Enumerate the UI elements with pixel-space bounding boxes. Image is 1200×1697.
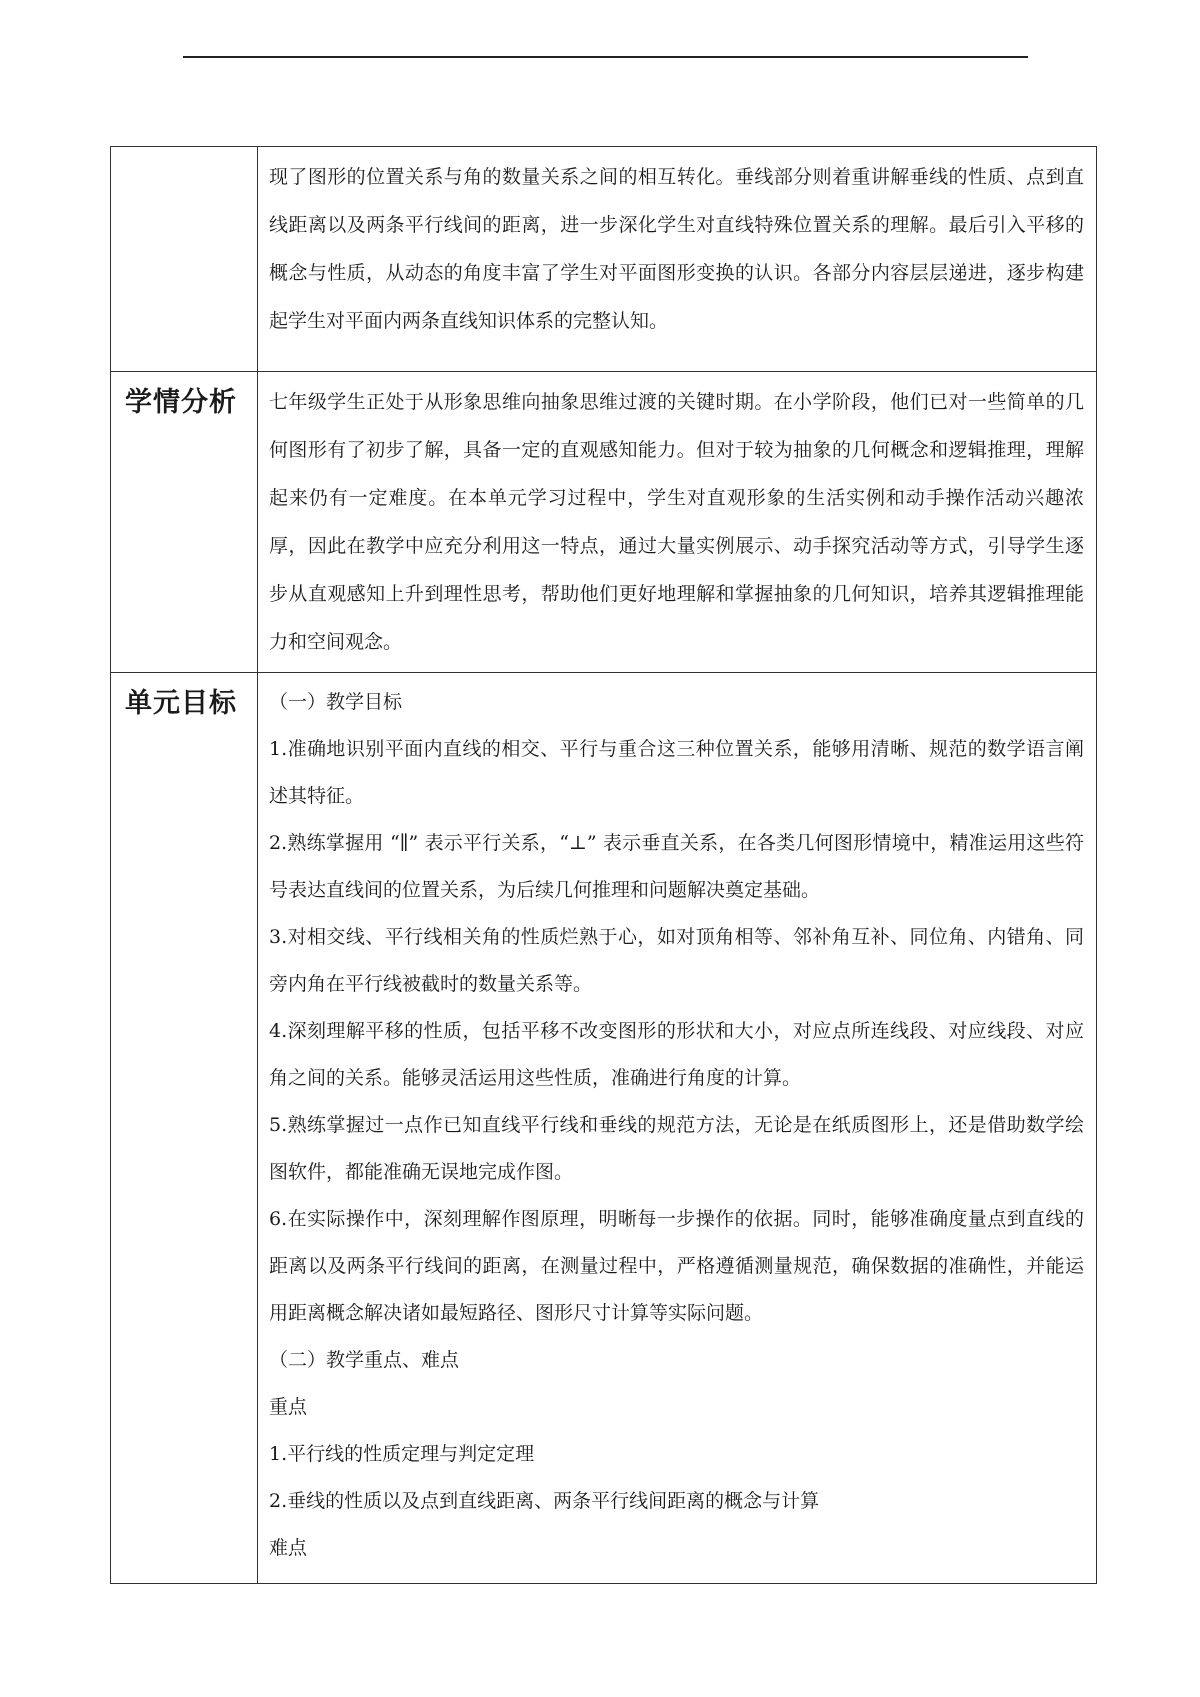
header-rule — [183, 56, 1028, 58]
goal-item-4: 4.深刻理解平移的性质，包括平移不改变图形的形状和大小，对应点所连线段、对应线段、对应角之间的关系。能够灵活运用这些性质，准确进行角度的计算。 — [269, 1020, 1084, 1089]
key-points-label: 重点 — [269, 1396, 308, 1418]
intro-paragraph: 现了图形的位置关系与角的数量关系之间的相互转化。垂线部分则着重讲解垂线的性质、点到直线距离以及两条平行线间的距离，进一步深化学生对直线特殊位置关系的理解。最后引入平移的概念与性质，从动态的角度丰富了学生对平面图形变换的认识。各部分内容层层递进，逐步构建起学生对平面内两条直线知识体系的完整认知。 — [269, 166, 1084, 332]
analysis-paragraph: 七年级学生正处于从形象思维向抽象思维过渡的关键时期。在小学阶段，他们已对一些简单的几何图形有了初步了解，具备一定的直观感知能力。但对于较为抽象的几何概念和逻辑推理，理解起来仍有一定难度。在本单元学习过程中，学生对直观形象的生活实例和动手操作活动兴趣浓厚，因此在教学中应充分利用这一特点，通过大量实例展示、动手探究活动等方式，引导学生逐步从直观感知上升到理性思考，帮助他们更好地理解和掌握抽象的几何知识，培养其逻辑推理能力和空间观念。 — [269, 391, 1084, 653]
difficulty-label: 难点 — [269, 1537, 308, 1559]
goal-item-3: 3.对相交线、平行线相关角的性质烂熟于心，如对顶角相等、邻补角互补、同位角、内错角、同旁内角在平行线被截时的数量关系等。 — [269, 926, 1084, 995]
table-row-analysis — [111, 372, 1097, 673]
label-cell-analysis — [111, 372, 258, 673]
row-label-intro — [111, 147, 257, 163]
label-cell-intro — [111, 147, 258, 372]
content-cell-analysis — [258, 372, 1097, 673]
table-row-goals — [111, 673, 1097, 1584]
row-label-analysis: 学情分析 — [125, 387, 237, 418]
row-label-goals: 单元目标 — [125, 688, 237, 719]
section-heading-key-difficult: （二）教学重点、难点 — [269, 1349, 460, 1371]
lesson-plan-table — [110, 146, 1097, 1584]
content-cell-intro — [258, 147, 1097, 372]
goal-item-2: 2.熟练掌握用 “∥” 表示平行关系，“⊥” 表示垂直关系，在各类几何图形情境中，精准运用这些符号表达直线间的位置关系，为后续几何推理和问题解决奠定基础。 — [269, 832, 1084, 901]
table-row-intro — [111, 147, 1097, 372]
goal-item-6: 6.在实际操作中，深刻理解作图原理，明晰每一步操作的依据。同时，能够准确度量点到直线的距离以及两条平行线间的距离，在测量过程中，严格遵循测量规范，确保数据的准确性，并能运用距离概念解决诸如最短路径、图形尺寸计算等实际问题。 — [269, 1208, 1084, 1324]
content-cell-goals — [258, 673, 1097, 1584]
key-point-2: 2.垂线的性质以及点到直线距离、两条平行线间距离的概念与计算 — [269, 1490, 820, 1512]
goal-item-5: 5.熟练掌握过一点作已知直线平行线和垂线的规范方法，无论是在纸质图形上，还是借助数学绘图软件，都能准确无误地完成作图。 — [269, 1114, 1084, 1183]
label-cell-goals — [111, 673, 258, 1584]
goal-item-1: 1.准确地识别平面内直线的相交、平行与重合这三种位置关系，能够用清晰、规范的数学语言阐述其特征。 — [269, 738, 1084, 807]
key-point-1: 1.平行线的性质定理与判定定理 — [269, 1443, 535, 1465]
section-heading-teaching-goals: （一）教学目标 — [269, 691, 403, 713]
